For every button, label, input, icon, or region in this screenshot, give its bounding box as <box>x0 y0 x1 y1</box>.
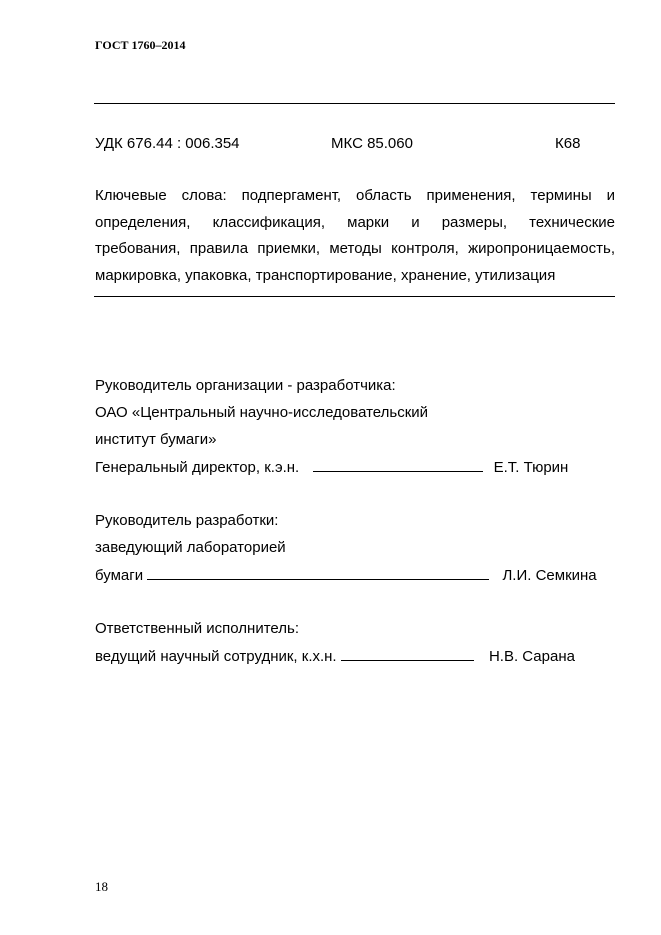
dev-head-signature-line <box>147 566 489 580</box>
director-name: Е.Т. Тюрин <box>493 459 569 476</box>
executor-role: ведущий научный сотрудник, к.х.н. <box>95 648 337 665</box>
org-head-title: Руководитель организации - разработчика: <box>95 377 396 394</box>
executor-title: Ответственный исполнитель: <box>95 620 300 637</box>
keywords-line: определения, классификация, марки и размеры, технические <box>95 213 615 231</box>
okstu-code: К68 <box>555 135 581 152</box>
keywords-bottom-divider <box>94 296 615 297</box>
dev-head-signature-row <box>95 566 597 584</box>
executor-name: Н.В. Сарана <box>488 648 575 665</box>
keywords-line: требования, правила приемки, методы контроля, жиропроницаемость, <box>95 240 615 257</box>
document-code-header: ГОСТ 1760–2014 <box>95 38 186 52</box>
director-signature-row <box>95 458 568 476</box>
mks-code: МКС 85.060 <box>331 135 413 152</box>
executor-signature-row <box>95 647 575 665</box>
director-role: Генеральный директор, к.э.н. <box>95 459 300 476</box>
dev-head-role-line2: бумаги <box>95 567 144 584</box>
dev-head-role-line1: заведующий лабораторией <box>95 539 286 556</box>
dev-head-name: Л.И. Семкина <box>502 567 597 584</box>
org-name-line1: ОАО «Центральный научно-исследовательский <box>95 404 429 421</box>
page-number: 18 <box>95 879 108 894</box>
keywords-line: Ключевые слова: подпергамент, область применения, термины и <box>95 187 615 204</box>
org-name-line2: институт бумаги» <box>95 431 217 448</box>
dev-head-title: Руководитель разработки: <box>95 512 279 529</box>
udk-code: УДК 676.44 : 006.354 <box>95 135 240 152</box>
director-signature-line <box>313 458 483 472</box>
executor-signature-line <box>341 647 474 661</box>
top-divider <box>94 103 615 104</box>
keywords-paragraph <box>95 183 615 289</box>
keywords-line: маркировка, упаковка, транспортирование, хранение, утилизация <box>95 266 556 284</box>
